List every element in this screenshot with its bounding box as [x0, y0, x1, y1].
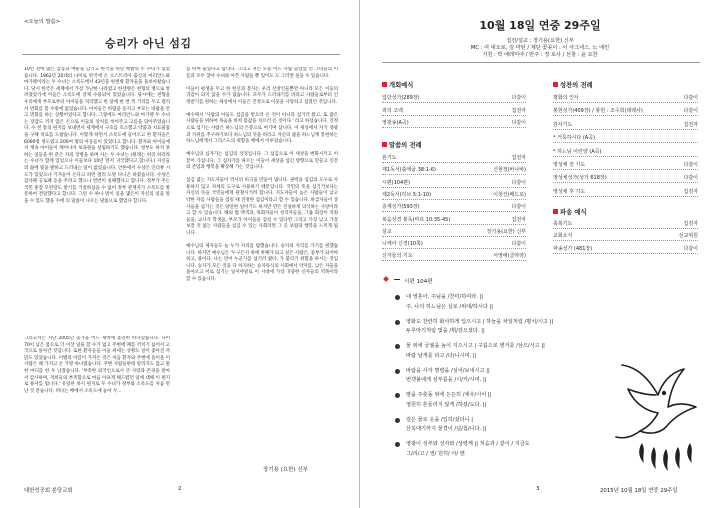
row-label: 영광송(A곡) [382, 120, 409, 126]
row-value: 집전자 [683, 221, 698, 227]
dash-icon [394, 279, 400, 280]
row-divider [382, 211, 526, 212]
row-divider [382, 199, 526, 200]
psalm-line: 영화도 찬란히 화사하게 입으시고 | 하늘을 차일처럼 /펼치/시고 || [406, 318, 554, 325]
section-liturgy-of-word: 말씀의 전례 [382, 140, 422, 149]
row-divider [382, 162, 526, 163]
order-of-service-row [553, 133, 698, 143]
row-divider [553, 228, 698, 229]
bullet-dot-icon [395, 344, 400, 349]
row-value: 선교위원 [678, 233, 698, 240]
row-divider [553, 115, 698, 116]
essay-column-1a [24, 67, 170, 329]
page-number: 3 [536, 486, 540, 492]
service-info-line: MC : 여 대오로, 김 마틴 / 제단 꽃꽂이 : 이 아그네스, 노 애린 [470, 45, 610, 51]
row-value: 서영애(클라라) [493, 253, 526, 260]
essay-paragraph: 이들이 평생을 두고 한 헌신과 봉사는 우리 신앙인들뿐만 아니라 모든 이들의 귀감이 되지 않을 수가 없습니다. 모두가 드러내기를 바라고 사람들로부터 인정받기를 원하는 세상에서 이들은 진정으로 이웃을 사랑하고 섬겼던 것입니다. [186, 86, 338, 105]
square-bullet-icon [382, 142, 387, 147]
page-number: 2 [178, 486, 182, 492]
row-value: 다같이 [511, 204, 526, 211]
order-of-service-row [382, 118, 526, 128]
psalm-line: 물 위에 궁궐을 높이 지으시고 | 구름으로 병거를 /삼으/시고 || [406, 343, 545, 349]
row-label: * 하느님 어린양 (A곡) [553, 148, 602, 155]
bullet-dot-icon [395, 320, 400, 325]
psalm-verse [406, 342, 545, 361]
psalm-line: 내 영혼아, 주님을 /찬미/하여라. || [406, 294, 484, 300]
row-divider [382, 248, 526, 249]
row-value: 집전자 [511, 155, 526, 161]
service-info-line: 지원 : 박 에레미야 / 반주 : 정 로사 / 선창 : 윤 요한 [482, 52, 598, 58]
essay-paragraph: 예수님의 제자들도 늘 누가 자리를 탐했습니다. 승자의 지리를 가기를 원했습니다. 하지만 예수님은 '누구든지 위에 첫째가 되고 싶은 사람은, 중부가 되어야 하고, 종이다. 나는 만이 누군가를 섬기러 왔다. 가 불리기 위함을 하시는 것입니다. 승자가 모든 것을 다 차지하는 승자독식의 사회에서 약자를, 낮은 자들을 돌아오고 이로 섬기는 일이야말로 이 시대에 가장 귀중한 신자들의 역목이라 할 수 있습니다. [186, 244, 338, 282]
row-divider [553, 142, 698, 143]
order-of-service-row [553, 244, 698, 254]
row-value: 집전자 [683, 188, 698, 195]
row-divider [382, 174, 526, 175]
bullet-dot-icon [395, 295, 400, 300]
order-of-service-row [553, 173, 698, 183]
essay-paragraph: 섬김 없는 지도자들이 역사의 비극을 만들어 냅니다. 권력을 섬김의 도구로 사용하지 않고 자세의 도구로 사용하기 때문입니다. 국민의 뜻을 섬기거보다는 자신의 뜻을 국민들에게 관철시키려 합니다. 지도자들이 높은 사람들이 낮고 약한 자를 사람들을 섬길 때 진정한 섬김이라고 할 수 있습니다. 하급자들이 상사들을 섬기는 것은 당연한 일이기도 하지만 만은 진실하게 의식하는 사랑이라고 할 수 있습니다. 해외 법 맥색과, 목회자들이 성직자들을, 그룹 회장이 직원들을, 교사가 학생을, 부모가 아이들을 섬길 수 있다면 그리고 가장 낮고 가장 보잘 것 없는 사람들을 섬김 수 있는 사회라면 그 곳 보람과 행복을 느끼게 됩니다. [186, 178, 338, 237]
row-divider [553, 102, 698, 103]
row-divider [553, 253, 698, 254]
row-label: 죄의 고백 [382, 107, 403, 114]
square-bullet-icon [553, 82, 558, 87]
row-label: 제1독서(출애굽 38:1-6) [382, 167, 436, 174]
psalm-line: 산꼭대기까지 물결이 /넘/칩/니다. || [406, 426, 487, 432]
section-label: <오늘의 말씀> [24, 19, 61, 25]
row-label: 봉헌성가(409장) / 봉헌 : 조수희(데레사) [553, 108, 643, 115]
order-of-service-row [553, 160, 698, 170]
psalm-line: 번갯불에게 심부름을 /시/키/시며, || [406, 377, 487, 383]
row-value: 신현정(바나바) [493, 167, 526, 174]
section-dismissal-rites: 파송 예식 [553, 207, 587, 216]
row-label: 제2독서(히브 5:1-10) [382, 191, 432, 198]
row-value: 다같이 [511, 120, 526, 126]
bullet-dot-icon [395, 393, 400, 398]
row-label: 시편(104편) [382, 179, 410, 186]
row-value: 다같이 [683, 175, 698, 182]
row-label: 영성체 후 기도 [553, 188, 586, 195]
essay-signature: 장기용 (요한) 신부 [263, 467, 308, 473]
row-divider [382, 115, 526, 116]
section-liturgy-of-eucharist: 성찬의 전례 [553, 80, 593, 89]
square-bullet-icon [382, 82, 387, 87]
psalm-verse [406, 318, 553, 337]
square-bullet-icon [553, 209, 558, 214]
psalm-verse [406, 293, 493, 312]
essay-paragraph: 예수께서 '사람의 아들도 섬김을 받으러 온 것이 아니라 섬기러 왔고, 또 많은 사람들을 위하여 목숨을 바쳐 몸값을 치르러 온 것이다.' 라고 하셨습니다. 진정으로 섬기는 사람은 하느님의 은총으로 여기며 삽니다. 이 세상에서 자기 영광과 지위를 추구하기보다 하느님의 뜻을 바라고 자신의 삶을 하느님께 봉헌하는 하느님에게서 그리스도의 위함을 베에서 이루었습니다. [186, 112, 338, 145]
psalm-marker [384, 276, 391, 283]
order-of-service-row [553, 93, 698, 103]
order-of-service-row [382, 215, 526, 225]
psalm-line: 주, 나의 하느님은 실로 /위대/하시다 || [406, 303, 494, 310]
bullet-dot-icon [395, 442, 400, 447]
row-label: 본기도 [382, 155, 397, 161]
order-of-service-row [382, 202, 526, 212]
order-of-service-row [382, 93, 526, 103]
row-divider [382, 187, 526, 188]
order-of-service-row [382, 239, 526, 249]
row-label: 니케아 신경(10쪽) [382, 241, 423, 248]
section-opening-rites: 개회예식 [382, 80, 413, 89]
row-label: 신자들의 기도 [382, 253, 413, 260]
diamond-bullet-icon [383, 276, 389, 282]
row-label: 교회소식 [553, 233, 573, 240]
order-of-service-row [553, 106, 698, 116]
row-label: 층계성가(593장) [382, 204, 420, 211]
title-divider [22, 54, 340, 55]
row-divider [382, 236, 526, 237]
order-of-service-row [553, 147, 698, 157]
order-of-service-row [382, 178, 526, 188]
row-value: 다같이 [683, 95, 698, 101]
row-value: 다같이 [683, 245, 698, 252]
service-info-line: 집전/설교 : 장기용(요한) 신부 [506, 38, 574, 44]
psalm-verse [406, 440, 530, 459]
service-title: 10월 18일 연중 29주일 [479, 19, 601, 32]
footer-church-name: 대한성공회 분당교회 [24, 488, 73, 494]
psalm-line: 바람을 사자 명령을 /실어/보내시고 || [406, 367, 490, 374]
essay-title: 승리가 아닌 섬김 [105, 37, 192, 50]
row-divider [553, 129, 698, 130]
row-label: 설교 [382, 228, 392, 235]
order-of-service-row [553, 120, 698, 130]
row-label: 파송성가 (481장) [553, 245, 593, 252]
row-label: 감사기도 [553, 121, 573, 128]
order-of-service-row [553, 219, 698, 229]
essay-paragraph: 를 떠며 울었다고 합니다. 그리고 저는 오늘 어느 사람 들었었 던 그녀들의 이름과 모두 찾아 수녀와 아픈 사람들 뿐 있어도 도 그러면 실을 수 있습니다. [186, 67, 338, 79]
order-of-service-row [382, 106, 526, 116]
row-divider [553, 156, 698, 157]
order-of-service-row [382, 227, 526, 237]
essay-paragraph: 예수님의 십자가는 섬김의 상징입니다. 그 섬김으로 이 세상을 변화시키고 이끌어 가십니다. 그 십자가를 따르는 이들이 세상을 섬긴 방향으로 만들고 인간의 존엄과 행복을 확장해 가는 것입니다. [186, 152, 338, 171]
essay-column-2 [186, 67, 338, 459]
right-page [360, 0, 720, 508]
psalm-line: 영광이 성부와 성자와 /성령께 || 처음과 / 같이 / 지금도 [406, 441, 530, 447]
row-value: 다같이 [683, 108, 698, 115]
row-value: 장기용(요한) 신부 [486, 228, 526, 235]
row-label: 복음성경 봉독(마르 10:35-45) [382, 216, 451, 223]
essay-column-1b [24, 336, 170, 478]
essay-paragraph: 그리고서는 지난 2005년 늦가을 어느 새벽에 홀연히 떠나셨습니다. 나이 70이 넘은 몸으로 더 이상 일을 할 수가 없고 주변에 폐를 끼치기 싫어서 고국으로 돌아간 것입니다. 또한 환자들을 이들 위세는 상황도 일이 좋아진 까닭도 있었습니다. 이별의 아픔이 가져온 것은 처음 환자와 주변에 돌이올 이 사람은 때 가지고 온 가방 하나였습니다. 주변 사람들한테 알리지도 않고 말 한 마디를 한 두 남겼습니다. '부족한 외국인으로서 큰 사랑과 존경을 받아서 감사하며, 저희들의 부족함으로 마음 아프게 해드렸던 일에 대해 이 편지로 용서를 빕니다.' 유일한 하지 편지로 두 수녀가 정부와 소록도를 처음 만난 것 같습니다. 떠나는 배에서 소록도에 놓아 두... [24, 336, 170, 394]
essay-paragraph: 10년 전에 많은 감동과 여운을 남기고 한국을 떠난 백발의 두 수녀가 있었습니다. 1962년 20대의 나이로 한국에 온 오스트리아 출신의 마리안느와 마가렛이라는 두 수녀는 소록도에서 43년을 한센병 환자들을 돌보아왔습니다. 당시 한국은 세계에서 가장 가난한 나라였고 한센병은 천형의 병으로 알려졌었기에 이들은 소록도에 강제 수용되어 있었습니다. 당시에는 천형을 우리에게 부모로부터 아이들을 격리했고 한 달에 한 번 씩 거리를 두고 멀리서 면회를 할 수밖에 없었습니다. 아이들은 바람을 등지고 부모는 바람을 안고 면회를 하는 상황이었다고 합니다. 그렇에도 마리안느와 마가렛 두 수녀는 장갑도 끼지 않은 손으로 이들의 상처를 씻어주고 고름을 닦아주었습니다. 수 천 통의 편지를 보내면서 세계에서 구호를 호소했고 약품과 치료물품을 구해 치료를 도왔습니다. 이렇게 하면서 소록도에 들어오고 한 환자들은 6000명 정도였고 200여 명의 아동들이 있었다고 합니다. 환자와 아이들에서 계속 아이들이 태어나자 보육원을 설립하기도 했습니다. 청부도 하지 못하는 일들을 한 분은 자의 장병을 하며 사는 두 수녀는 (원래는 허리 하리라는 수녀가 함께 있었으나 이들보다 10년 먼저 귀국했다고 합니다.) 자신들의 삶에 빛을 발하고 드러내는 일이 없었습니다. 언론에서 수상은 인터뷰 시도가 있었으나 기자들이 온다고 하면 멀리 도망 다니곤 하였습니다. 수상은 감사패 공로패 등을 주려고 했으나 번번이 실패했다고 합니다. 정부가 주는 국민 훈장 모란장도 받기를 거절하셨을 수 없어 정부 관계자가 소록도를 방문하여 전달했다고 합니다. 그런 수 하나 밖이 일을 몇은이 자신의 일을 알을 수 있도 했을 수에 의 말씀이 나오는 말씀으로 했었다 합니다. [24, 67, 170, 204]
order-of-service-row [553, 187, 698, 197]
order-of-service-row [382, 251, 526, 261]
footer-date: 2015년 10월 18일 연중 29주일 [600, 488, 678, 494]
order-of-service-row [382, 153, 526, 163]
row-label: 축복기도 [553, 221, 573, 227]
psalm-line: 깊은 물로 옷을 /입히/셨더니 | [406, 416, 473, 423]
bullet-dot-icon [395, 369, 400, 374]
row-value: 다같이 [511, 241, 526, 248]
row-divider [553, 196, 698, 197]
row-value: 집전자 [511, 216, 526, 223]
psalm-line: 두루마기처럼 빛을 /휘/감으셨다. || [406, 328, 485, 334]
psalm-verse [406, 367, 490, 386]
row-label: 평화의 인사 [553, 95, 579, 101]
row-value: 다같이 [511, 95, 526, 101]
psalm-verse [406, 416, 486, 435]
row-divider [382, 260, 526, 261]
row-divider [382, 102, 526, 103]
row-value: 다같이 [683, 162, 698, 168]
dove-flame-icon [614, 325, 706, 485]
service-info [380, 38, 700, 59]
title-divider [382, 62, 700, 63]
row-value: 집전자 [683, 121, 698, 128]
row-value: 다같이 [511, 179, 526, 186]
order-of-service-row [382, 190, 526, 200]
row-label: 영성체성가(성가 618장) [553, 175, 607, 182]
bullet-dot-icon [395, 418, 400, 423]
row-divider [382, 224, 526, 225]
psalm-title: 시편 104편 [404, 279, 433, 285]
row-label: * 거룩하시다 (A곡) [553, 135, 595, 142]
order-of-service-row [553, 231, 698, 241]
row-divider [382, 127, 526, 128]
row-value: 이창진(베드로) [493, 191, 526, 198]
row-divider [553, 182, 698, 183]
order-of-service-row [382, 165, 526, 175]
row-divider [553, 240, 698, 241]
row-divider [553, 169, 698, 170]
psalm-verse [406, 391, 491, 410]
psalm-line: 그/리/고 / 영/ 원히/ 아/ 멘 [406, 450, 465, 457]
psalm-line: 영원히 흔들리지 않게 /하셨/도다. || [406, 401, 487, 408]
row-value: 집전자 [511, 107, 526, 114]
row-label: 영성체 전 기도 [553, 162, 586, 168]
psalm-line: 바람 날개를 타고 /다/니시며, || [406, 352, 477, 359]
row-label: 입당성가(289장) [382, 95, 420, 101]
psalm-line: 땅을 주춧돌 위에 든든히 /세우/시어 || [406, 392, 492, 398]
